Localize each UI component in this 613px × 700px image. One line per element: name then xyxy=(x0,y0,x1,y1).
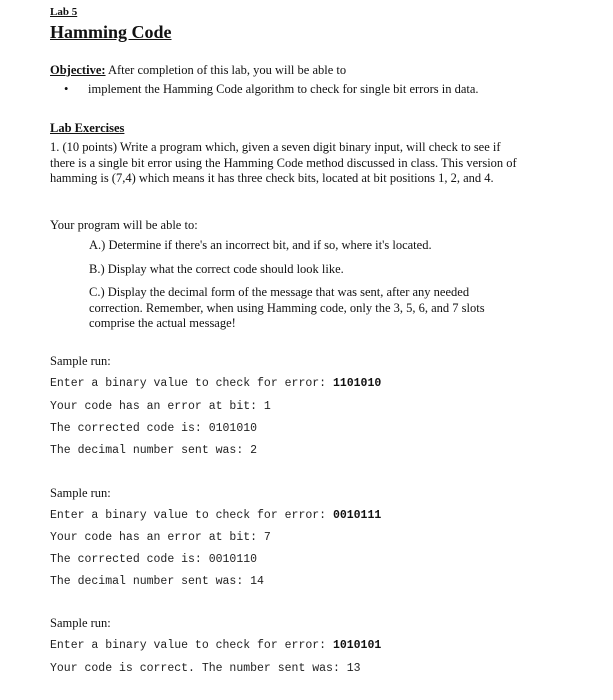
objective-line xyxy=(50,63,346,78)
sample-output-line: The decimal number sent was: 14 xyxy=(50,575,264,588)
sample-run-label: Sample run: xyxy=(50,354,111,368)
sample-output-line: Your code is correct. The number sent was: 13 xyxy=(50,662,361,675)
sample-input-value: 0010111 xyxy=(332,509,382,522)
requirement-line: B.) Display what the correct code should look like. xyxy=(89,262,344,276)
paragraph-line: there is a single bit error using the Hamming Code method discussed in class. This version of xyxy=(50,155,517,170)
requirement-line: C.) Display the decimal form of the message that was sent, after any needed xyxy=(89,285,470,299)
sample-output-line: The corrected code is: 0010110 xyxy=(50,553,258,566)
requirement-line: comprise the actual message! xyxy=(89,316,236,330)
sample-output-line: Your code has an error at bit: 7 xyxy=(50,531,271,544)
sample-input-value: 1101010 xyxy=(332,377,382,390)
sample-output-line: Your code has an error at bit: 1 xyxy=(50,400,271,413)
requirement-b xyxy=(89,262,549,278)
paragraph-line: hamming is (7,4) which means it has three check bits, located at bit positions 1, 2, and 4. xyxy=(50,171,494,185)
page-title: Hamming Code xyxy=(50,22,172,42)
sample-prompt: Enter a binary value to check for error: xyxy=(50,509,333,522)
able-to-text: Your program will be able to: xyxy=(50,218,198,232)
sample-run-label: Sample run: xyxy=(50,486,111,500)
requirement-line: A.) Determine if there's an incorrect bit, and if so, where it's located. xyxy=(89,238,432,252)
bullet-dot-icon: • xyxy=(64,82,69,96)
sample-input-line xyxy=(50,377,381,390)
paragraph-line: 1. (10 points) Write a program which, given a seven digit binary input, will check to see if xyxy=(50,140,501,154)
sample-run-label: Sample run: xyxy=(50,616,111,630)
requirement-a xyxy=(89,238,549,254)
requirement-c xyxy=(89,285,549,332)
sample-output-line: The decimal number sent was: 2 xyxy=(50,444,258,457)
sample-prompt: Enter a binary value to check for error: xyxy=(50,639,333,652)
lab-number-label: Lab 5 xyxy=(50,6,78,18)
exercises-heading: Lab Exercises xyxy=(50,121,125,135)
sample-output-line: The corrected code is: 0101010 xyxy=(50,422,258,435)
sample-input-value: 1010101 xyxy=(332,639,382,652)
objective-bullet xyxy=(64,82,479,97)
objective-label: Objective: xyxy=(50,63,106,77)
sample-input-line xyxy=(50,509,381,522)
exercise-paragraph xyxy=(50,140,550,187)
sample-input-line xyxy=(50,639,381,652)
requirement-line: correction. Remember, when using Hamming code, only the 3, 5, 6, and 7 slots xyxy=(89,300,485,315)
objective-text: After completion of this lab, you will be able to xyxy=(107,63,347,77)
objective-bullet-text: implement the Hamming Code algorithm to check for single bit errors in data. xyxy=(88,82,479,96)
sample-prompt: Enter a binary value to check for error: xyxy=(50,377,333,390)
